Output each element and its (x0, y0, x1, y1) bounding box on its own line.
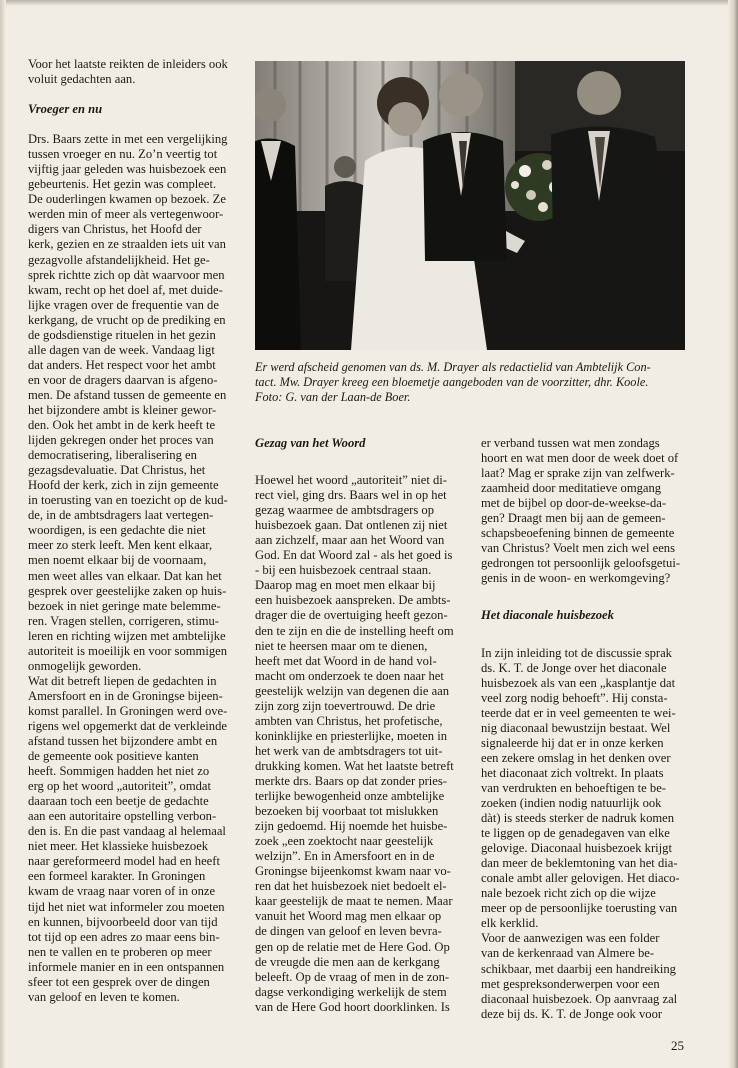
text-line: bezoeken bij voorbaat tot mislukken (255, 804, 439, 819)
text-line: kwam de vraag naar voren of in onze (28, 884, 216, 899)
intro-paragraph (28, 57, 240, 87)
text-line: dàt) is steeds sterker de nadruk komen (481, 811, 675, 826)
page-edge-left (0, 0, 6, 1068)
text-line: een formeel karakter. In Groningen (28, 869, 206, 884)
text-line: van de kerkenraad van Almere be- (481, 946, 655, 961)
section-heading-gezag: Gezag van het Woord (255, 436, 366, 450)
caption-line: tact. Mw. Drayer kreeg een bloemetje aangeboden van de voorzitter, dhr. Koole. (255, 375, 649, 389)
text-line: werden min of meer als vertegenwoor- (28, 207, 224, 222)
text-line: koninklijke en priesterlijke, moeten in (255, 728, 448, 743)
text-line: drager die de overtuiging heeft gezon- (255, 608, 448, 623)
section-heading-diaconale: Het diaconale huisbezoek (481, 608, 614, 623)
text-line: macht om onderzoek te doen naar het (255, 668, 444, 683)
text-line: autoriteit is moeilijk en voor sommigen (28, 643, 228, 658)
text-line: met de bijbel op door-de-weekse-da- (481, 496, 667, 511)
text-line: signaleerde hij dat er in onze kerken (481, 735, 664, 750)
text-line: men noemt elkaar bij de voornaam, (28, 553, 207, 568)
text-line: elk kerklid. (481, 916, 539, 931)
text-line: zoeken (indien nodig natuurlijk ook (481, 795, 662, 810)
text-line: onmogelijk geworden. (28, 658, 142, 673)
text-line: komst parallel. In Groningen werd ove- (28, 703, 228, 718)
text-line: gen? Draagt men bij aan de gemeen- (481, 511, 666, 526)
text-line: den. Ook het ambt in de kerk heeft te (28, 418, 216, 433)
text-line: leren en richting wijzen met ambtelijke (28, 628, 226, 643)
text-line: zaamheid door meditatieve omgang (481, 481, 662, 496)
text-line: men weet alles van elkaar. Dat kan het (28, 568, 222, 583)
text-line: Hoofd der kerk, zich in zijn gemeente (28, 478, 219, 493)
text-line: heeft. Sommigen hadden het niet zo (28, 764, 210, 779)
text-line: rect viel, ging drs. Baars wel in op het (255, 488, 447, 503)
text-line: niet meer. Het klassieke huisbezoek (28, 839, 209, 854)
text-line: de dingen van geloof en leven bevra- (255, 924, 442, 939)
text-line: Voor de aanwezigen was een folder (481, 931, 660, 946)
text-line: de, in de ambtsdragers laat vertegen- (28, 508, 214, 523)
text-line: lijden gekregen onder het proces van (28, 433, 214, 448)
photo-caption (255, 360, 687, 405)
text-line: ds. K. T. de Jonge over het diaconale (481, 660, 667, 675)
text-line: sfeer tot een gesprek over de dingen (28, 974, 210, 989)
text-line: beleeft. Op de vraag of men in de zon- (255, 969, 450, 984)
text-line: het bijzondere ambt is kleiner gewor- (28, 402, 217, 417)
page-edge-shadow (0, 0, 738, 6)
text-line: Daarop mag en moet men elkaar bij (255, 578, 436, 593)
text-line: teerde dat er in veel gemeenten te wei- (481, 705, 676, 720)
text-line: dat anders. Het respect voor het ambt (28, 357, 216, 372)
text-line: conale ambt aller gelovigen. Het diaco- (481, 871, 680, 886)
text-line: ambten van Christus, het profetische, (255, 713, 443, 728)
text-line: van geloof en leven te komen. (28, 989, 180, 1004)
text-line: den is. En die past vandaag al helemaal (28, 824, 226, 839)
text-line: God. En dat Woord zal - als het goed is (255, 548, 453, 563)
text-line: en voor de dragers daarvan is afgeno- (28, 372, 218, 387)
page-edge-right (728, 0, 738, 1068)
text-line: Amersfoort en in de Groningse bijeen- (28, 688, 223, 703)
text-line: gezagsdevaluatie. Dat Christus, het (28, 463, 206, 478)
text-line: huisbezoek gaan. Dat ontlenen zij niet (255, 518, 448, 533)
text-line: tussen vroeger en nu. Zo’n veertig tot (28, 147, 218, 162)
text-line: veel zorg nodig behoeft”. Hij consta- (481, 690, 668, 705)
text-line: het diaconaat zich voltrekt. In plaats (481, 765, 664, 780)
text-line: democratisering, liberalisering en (28, 448, 197, 463)
text-line: In zijn inleiding tot de discussie sprak (481, 645, 672, 660)
text-line: ren dat het huisbezoek niet bedoelt el- (255, 879, 447, 894)
text-line: Hoewel het woord „autoriteit” niet di- (255, 473, 447, 488)
text-line: nig diaconaal bewustzijn bestaat. Wel (481, 720, 671, 735)
right-column (481, 436, 695, 1022)
text-line: tot tijd op een adres zo maar eens bin- (28, 929, 220, 944)
text-line: het werk van de ambtsdragers tot uit- (255, 743, 443, 758)
text-line: gebeurtenis. Het gezin was compleet. (28, 177, 217, 192)
text-line: vijftig jaar geleden was huisbezoek een (28, 162, 227, 177)
text-line: de gemeente ook positieve kanten (28, 749, 199, 764)
text-line: diaconaal huisbezoek. Op aanvraag zal (481, 991, 678, 1006)
text-line: kwam, recht op het doel af, met duide- (28, 282, 223, 297)
text-line: zijn zorg zijn toevertrouwd. De drie (255, 698, 436, 713)
text-line: zoek „een zoektocht naar geestelijk (255, 834, 434, 849)
body-paragraph (481, 436, 695, 586)
text-line: ren. Vragen stellen, corrigeren, stimu- (28, 613, 219, 628)
text-line: woordigen, is een gedachte die niet (28, 523, 206, 538)
text-line: bezoek in niet geringe mate belemme- (28, 598, 221, 613)
text-line: er verband tussen wat men zondags (481, 436, 660, 450)
text-line: den te zijn en die de instelling heeft om (255, 623, 454, 638)
text-line: van verdrukten en behoeftigen te be- (481, 780, 666, 795)
page-number: 25 (671, 1038, 684, 1053)
text-line: rigens wel opgemerkt dat de verkleinde (28, 718, 227, 733)
text-line: de vreugde die men aan de kerkgang (255, 954, 440, 969)
body-paragraph (255, 473, 467, 1015)
text-line: erg op het woord „autoriteit”, omdat (28, 779, 212, 794)
text-line: Groningse bijeenkomst kwam naar vo- (255, 864, 451, 879)
text-line: dan meer de beklemtoning van het dia- (481, 856, 678, 871)
text-line: meer zo sterk leeft. Men kent elkaar, (28, 538, 213, 553)
text-line: naar gereformeerd model had en heeft (28, 854, 220, 869)
text-line: merkte drs. Baars op dat zonder pries- (255, 773, 447, 788)
text-line: kerkgang, de vrucht op de prediking en (28, 312, 226, 327)
text-line: de godsdienstige rituelen in het gezin (28, 327, 216, 342)
text-line: digers van Christus, het Hoofd der (28, 222, 202, 237)
text-line: gelovige. Diaconaal huisbezoek krijgt (481, 841, 672, 856)
text-line: informele manier en in een ontspannen (28, 959, 225, 974)
text-line: gesprek over geestelijke zaken op huis- (28, 583, 227, 598)
text-line: Drs. Baars zette in met een vergelijking (28, 132, 228, 147)
middle-column (255, 436, 467, 1015)
text-line: meer op de persoonlijke toerusting van (481, 901, 678, 916)
text-line: afstand tussen het bijzondere ambt en (28, 734, 218, 749)
text-line: terlijke bewogenheid onze ambtelijke (255, 789, 445, 804)
text-line: en kunnen, bijvoorbeeld door van tijd (28, 914, 218, 929)
text-line: hoort en wat men door de week doet of (481, 451, 679, 466)
text-line: gedrongen tot persoonlijk geloofsgetui- (481, 556, 681, 571)
body-paragraph (481, 646, 695, 1022)
text-line: schikbaar, met daarbij een handreiking (481, 961, 676, 976)
text-line: met gespreksonderwerpen voor een (481, 976, 660, 991)
text-line: vanuit het Woord mag men elkaar op (255, 909, 442, 924)
text-line: daaraan toch een beetje de gedachte (28, 794, 209, 809)
photo-illustration (255, 61, 685, 350)
text-line: een huisbezoek aanspreken. De ambts- (255, 593, 451, 608)
text-line: heeft met dat Woord in de hand vol- (255, 653, 437, 668)
text-line: kerk, gezien en ze straalden iets uit van (28, 237, 226, 252)
text-line: De ouderlingen kwamen op bezoek. Ze (28, 192, 226, 207)
text-line: niet te heersen maar om te dienen, (255, 638, 428, 653)
text-line: een zekere omslag in het denken over (481, 750, 671, 765)
text-line: gen op de relatie met de Here God. Op (255, 939, 450, 954)
text-line: - bij een huisbezoek centraal staan. (255, 563, 432, 578)
caption-line: Er werd afscheid genomen van ds. M. Drayer als redactielid van Ambtelijk Con- (255, 360, 651, 374)
text-line: geestelijk welzijn van degenen die aan (255, 683, 450, 698)
text-line: men. De afstand tussen de gemeente en (28, 387, 227, 402)
text-line: gezag waarmee de ambtsdragers op (255, 503, 435, 518)
text-line: genis in de woon- en werkomgeving? (481, 571, 671, 586)
text-line: nale bezoek richt zich op die wijze (481, 886, 656, 901)
text-line: laat? Mag er sprake zijn van zelfwerk- (481, 466, 675, 481)
text-line: sprek richtte zich op dàt waarvoor men (28, 267, 225, 282)
text-line: tijd het niet wat informeler zou moeten (28, 899, 225, 914)
text-line: alle dagen van de week. Vandaag ligt (28, 342, 215, 357)
text-line: deze bij ds. K. T. de Jonge ook voor (481, 1006, 663, 1021)
photo-farewell-ceremony (255, 61, 685, 350)
text-line: zijn gedoemd. Hij noemde het huisbe- (255, 819, 448, 834)
body-paragraph (28, 132, 240, 1005)
text-line: drukking komen. Wat het laatste betreft (255, 758, 454, 773)
text-line: schapsbeoefening binnen de gemeente (481, 526, 675, 541)
text-line: te liggen op de genadegaven van elke (481, 826, 670, 841)
text-line: aan een autoritaire opstelling verbon- (28, 809, 217, 824)
text-line: in toerusting van en toezicht op de kud- (28, 493, 228, 508)
left-column (28, 57, 240, 1005)
text-line: aan zichzelf, maar aan het Woord van (255, 533, 445, 548)
text-line: dagse verkondiging werkelijk de stem (255, 984, 447, 999)
text-line: gezagvolle afstandelijkheid. Het ge- (28, 252, 210, 267)
text-line: lijke vragen over de frequentie van de (28, 297, 219, 312)
caption-line: Foto: G. van der Laan-de Boer. (255, 390, 411, 404)
text-line: Wat dit betreft liepen de gedachten in (28, 673, 217, 688)
text-line: voluit gedachten aan. (28, 72, 136, 87)
text-line: welzijn”. En in Amersfoort en in de (255, 849, 435, 864)
text-line: Voor het laatste reikten de inleiders ook (28, 57, 228, 71)
text-line: van de Here God hoort doorklinken. Is (255, 999, 450, 1014)
section-heading-vroeger: Vroeger en nu (28, 102, 103, 117)
text-line: van Christus? Voelt men zich wel eens (481, 541, 675, 556)
text-line: huisbezoek als van een „kasplantje dat (481, 675, 676, 690)
text-line: kaar geestelijk de maat te nemen. Maar (255, 894, 453, 909)
text-line: nen te vallen en te proberen op meer (28, 944, 212, 959)
